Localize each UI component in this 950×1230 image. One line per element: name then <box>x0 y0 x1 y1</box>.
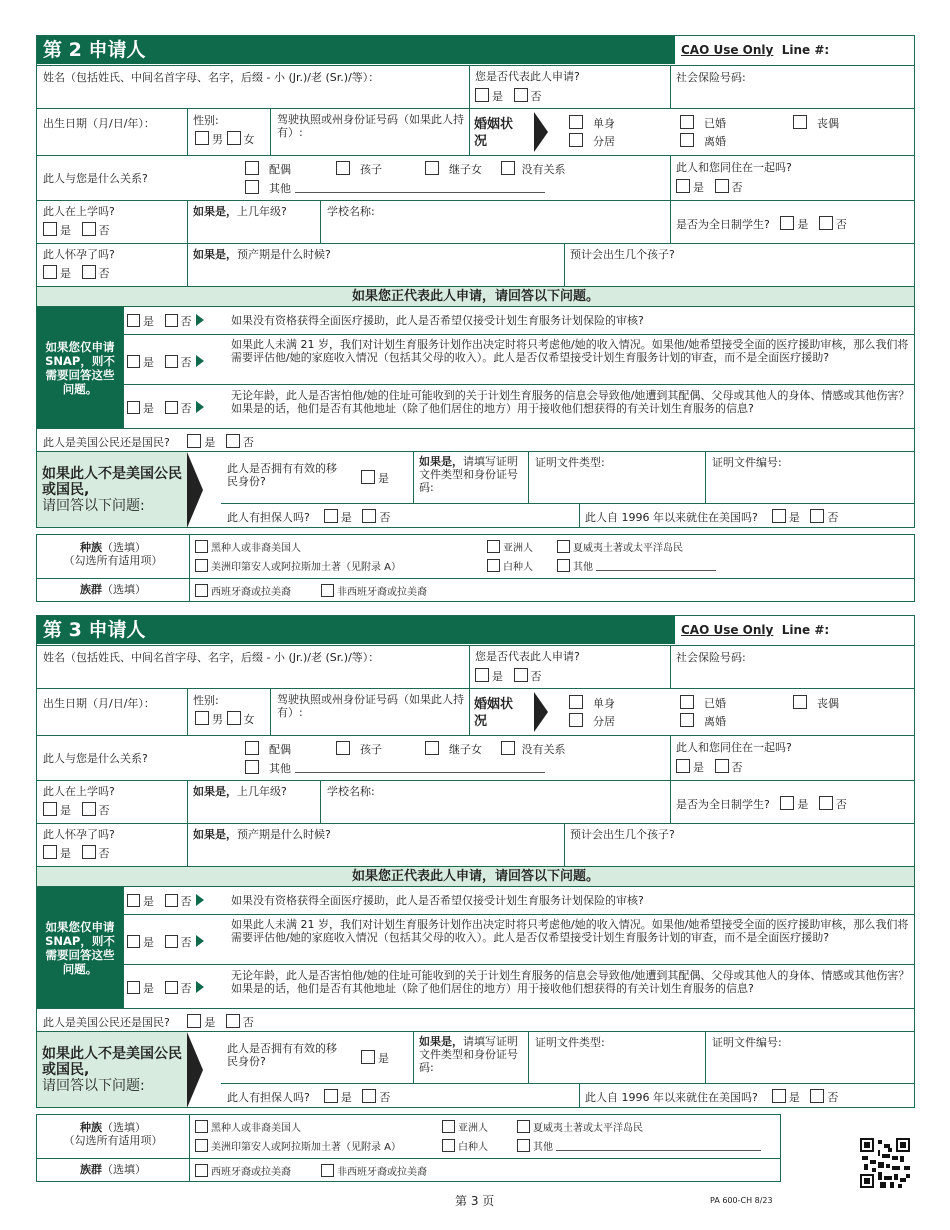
checkbox[interactable] <box>514 88 528 102</box>
relation-none[interactable]: 没有关系 <box>501 161 566 176</box>
ethnicity-hispanic[interactable]: 西班牙裔或拉美裔 <box>195 584 291 599</box>
checkbox[interactable] <box>569 695 583 709</box>
race-asian[interactable]: 亚洲人 <box>487 540 533 555</box>
fps-q3-text: 无论年龄，此人是否害怕他/她的住址可能收到的关于计划生育服务的信息会导致他/她遭到其配偶、父母或其他人的身体、情感或其他伤害？ 如果是的话，他们是否有其他地址（除了他们居住的地方）用于接收他们想获得的有关计划生育服务的信息? <box>231 969 910 995</box>
checkbox[interactable] <box>810 509 824 523</box>
dob-label: 出生日期（月/日/年）： <box>43 117 155 130</box>
citizen-label: 此人是美国公民还是国民? 是 否 <box>43 436 254 449</box>
checkbox[interactable] <box>165 894 178 907</box>
name-label: 姓名（包括姓氏、中间名首字母、名字，后缀 - 小 (Jr.)/老 (Sr.)/等）： <box>43 71 380 84</box>
checkbox[interactable] <box>43 802 57 816</box>
dob-label: 出生日期（月/日/年）： <box>43 697 155 710</box>
female-option[interactable]: 女 <box>227 713 255 726</box>
fulltime-label: 是否为全日制学生? 是 否 <box>676 218 847 231</box>
race-asian[interactable]: 亚洲人 <box>442 1120 488 1135</box>
checkbox[interactable] <box>195 1139 208 1152</box>
school-no[interactable]: 否 <box>82 804 110 817</box>
checkbox[interactable] <box>187 434 201 448</box>
immigration-yes[interactable]: 是 <box>361 470 389 485</box>
checkbox[interactable] <box>361 1050 375 1064</box>
checkbox[interactable] <box>680 713 694 727</box>
fulltime-no[interactable]: 否 <box>819 218 847 231</box>
since1996-label: 此人自 1996 年以来就住在美国吗? 是 否 <box>585 1091 839 1104</box>
snap-note: 如果您仅申请 SNAP，则不需要回答这些问题。 <box>37 307 123 428</box>
checkbox[interactable] <box>195 1164 208 1177</box>
checkbox[interactable] <box>227 711 241 725</box>
relation-none[interactable]: 没有关系 <box>501 741 566 756</box>
checkbox[interactable] <box>195 559 208 572</box>
pregnant-no[interactable]: 否 <box>82 267 110 280</box>
relation-stepchild[interactable]: 继子女 <box>425 161 482 176</box>
marital-label: 婚姻状况 <box>474 117 514 149</box>
checkbox[interactable] <box>501 161 515 175</box>
applying-no[interactable]: 否 <box>514 90 542 103</box>
checkbox[interactable] <box>127 401 140 414</box>
applicant-section <box>36 35 915 528</box>
pregnant-no[interactable]: 否 <box>82 847 110 860</box>
checkbox[interactable] <box>82 802 96 816</box>
immigration-yes[interactable]: 是 <box>361 1050 389 1065</box>
checkbox[interactable] <box>127 894 140 907</box>
docnum-label: 证明文件编号: <box>712 1036 782 1049</box>
checkbox[interactable] <box>362 1089 376 1103</box>
checkbox[interactable] <box>475 88 489 102</box>
checkbox[interactable] <box>772 1089 786 1103</box>
marital-married[interactable]: 已婚 <box>680 115 726 130</box>
relation-spouse[interactable]: 配偶 <box>245 741 291 756</box>
applying-yes[interactable]: 是 <box>475 670 503 683</box>
checkbox[interactable] <box>517 1120 530 1133</box>
fps-q2-options <box>127 355 204 369</box>
form-id: PA 600-CH 8/23 <box>710 1196 773 1205</box>
representative-banner: 如果您正代表此人申请，请回答以下问题。 <box>37 867 914 887</box>
babies-label: 预计会出生几个孩子? <box>570 828 675 841</box>
checkbox[interactable] <box>715 179 729 193</box>
school-label: 此人在上学吗? <box>43 785 115 798</box>
checkbox[interactable] <box>187 1014 201 1028</box>
checkbox[interactable] <box>680 133 694 147</box>
page-number: 第 3 页 <box>455 1194 495 1208</box>
fps-q1-no[interactable]: 否 <box>165 895 192 908</box>
relation-other[interactable]: 其他 <box>245 760 545 775</box>
since1996-yes[interactable]: 是 <box>772 1091 800 1104</box>
race-black[interactable]: 黑种人或非裔美国人 <box>195 540 301 555</box>
immigration-label: 此人是否拥有有效的移民身份? <box>227 462 337 488</box>
school-no[interactable]: 否 <box>82 224 110 237</box>
since1996-label: 此人自 1996 年以来就住在美国吗? 是 否 <box>585 511 839 524</box>
livewith-no[interactable]: 否 <box>715 761 743 774</box>
applying-options <box>475 88 542 103</box>
checkbox[interactable] <box>195 584 208 597</box>
livewith-options <box>676 179 743 194</box>
not-citizen-note: 如果此人不是美国公民或国民, 请回答以下问题: <box>37 1032 187 1107</box>
fps-q3-options <box>127 981 204 995</box>
livewith-yes[interactable]: 是 <box>676 761 704 774</box>
checkbox[interactable] <box>227 131 241 145</box>
marital-single[interactable]: 单身 <box>569 115 615 130</box>
checkbox[interactable] <box>475 668 489 682</box>
checkbox[interactable] <box>517 1139 530 1152</box>
duedate-label: 如果是，预产期是什么时候? <box>193 248 331 261</box>
marital-separated[interactable]: 分居 <box>569 713 615 728</box>
male-option[interactable]: 男 <box>195 133 223 146</box>
marital-married[interactable]: 已婚 <box>680 695 726 710</box>
fps-q2-options <box>127 935 204 949</box>
checkbox[interactable] <box>195 131 209 145</box>
checkbox[interactable] <box>569 115 583 129</box>
checkbox[interactable] <box>324 1089 338 1103</box>
race-label: 种族（选填） （勾选所有适用项） <box>63 1121 163 1147</box>
citizen-no[interactable]: 否 <box>226 1016 254 1029</box>
race-hawaiian[interactable]: 夏威夷土著或太平洋岛民 <box>517 1120 643 1135</box>
immigration-label: 此人是否拥有有效的移民身份? <box>227 1042 337 1068</box>
checkbox[interactable] <box>43 222 57 236</box>
ethnicity-nonhispanic[interactable]: 非西班牙裔或拉美裔 <box>321 1164 427 1179</box>
checkbox[interactable] <box>165 981 178 994</box>
applying-label: 您是否代表此人申请? <box>475 650 580 663</box>
checkbox[interactable] <box>127 981 140 994</box>
checkbox[interactable] <box>127 314 140 327</box>
fps-q3-yes[interactable]: 是 <box>127 402 154 415</box>
race-other[interactable]: 其他 <box>557 559 716 574</box>
checkbox[interactable] <box>501 741 515 755</box>
race-ethnicity-table <box>36 1114 781 1182</box>
checkbox[interactable] <box>569 133 583 147</box>
checkbox[interactable] <box>165 355 178 368</box>
marital-divorced[interactable]: 离婚 <box>680 133 726 148</box>
duedate-label: 如果是，预产期是什么时候? <box>193 828 331 841</box>
fps-q1-yes[interactable]: 是 <box>127 895 154 908</box>
checkbox[interactable] <box>245 741 259 755</box>
ethnicity-label: 族群（选填） <box>80 1163 146 1176</box>
race-white[interactable]: 白种人 <box>487 559 533 574</box>
pregnant-yes[interactable]: 是 <box>43 847 71 860</box>
checkbox[interactable] <box>324 509 338 523</box>
checkbox[interactable] <box>569 713 583 727</box>
checkbox[interactable] <box>195 1120 208 1133</box>
sex-options <box>195 131 255 146</box>
fps-q1-no[interactable]: 否 <box>165 315 192 328</box>
applying-no[interactable]: 否 <box>514 670 542 683</box>
fulltime-yes[interactable]: 是 <box>780 798 808 811</box>
checkbox[interactable] <box>780 796 794 810</box>
arrow-right-icon <box>187 1032 203 1108</box>
checkbox[interactable] <box>127 935 140 948</box>
applying-options <box>475 668 542 683</box>
livewith-no[interactable]: 否 <box>715 181 743 194</box>
sponsor-label: 此人有担保人吗? 是 否 <box>227 1091 391 1104</box>
doctype-label: 证明文件类型: <box>535 456 605 469</box>
checkbox[interactable] <box>165 935 178 948</box>
school-yes[interactable]: 是 <box>43 224 71 237</box>
checkbox[interactable] <box>321 1164 334 1177</box>
pregnant-options <box>43 845 110 860</box>
checkbox[interactable] <box>793 115 807 129</box>
checkbox[interactable] <box>165 401 178 414</box>
fps-q1-text: 如果没有资格获得全面医疗援助，此人是否希望仅接受计划生育服务计划保险的审核? <box>231 894 644 907</box>
female-option[interactable]: 女 <box>227 133 255 146</box>
checkbox[interactable] <box>810 1089 824 1103</box>
citizen-no[interactable]: 否 <box>226 436 254 449</box>
fps-q1-text: 如果没有资格获得全面医疗援助，此人是否希望仅接受计划生育服务计划保险的审核? <box>231 314 644 327</box>
pregnant-label: 此人怀孕了吗? <box>43 248 115 261</box>
checkbox[interactable] <box>487 540 500 553</box>
checkbox[interactable] <box>676 179 690 193</box>
marital-separated[interactable]: 分居 <box>569 133 615 148</box>
doc-label: 如果是，请填写证明文件类型和身份证号码: <box>419 455 518 494</box>
section-title: 第 2 申请人 <box>37 36 675 64</box>
relation-child[interactable]: 孩子 <box>336 161 382 176</box>
fps-q2-text: 如果此人未满 21 岁，我们对计划生育服务计划作出决定时将只考虑他/她的收入情况。如果他/她希望接受全面的医疗援助审核，那么我们将需要评估他/她的家庭收入情况（包括其父母的收入）。此人是否仅希望接受计划生育服务计划的审查，而不是全面医疗援助? <box>231 918 909 944</box>
checkbox[interactable] <box>780 216 794 230</box>
checkbox[interactable] <box>793 695 807 709</box>
pregnant-options <box>43 265 110 280</box>
relation-label: 此人与您是什么关系? <box>43 752 148 765</box>
checkbox[interactable] <box>442 1120 455 1133</box>
cao-use-only: CAO Use Only Line #: <box>681 623 830 637</box>
checkbox[interactable] <box>226 1014 240 1028</box>
cao-use-only: CAO Use Only Line #: <box>681 43 830 57</box>
ethnicity-label: 族群（选填） <box>80 583 146 596</box>
sex-options <box>195 711 255 726</box>
checkbox[interactable] <box>557 559 570 572</box>
ssn-label: 社会保险号码: <box>676 71 746 84</box>
license-label: 驾驶执照或州身份证号码（如果此人持有）: <box>277 693 464 719</box>
fps-q3-text: 无论年龄，此人是否害怕他/她的住址可能收到的关于计划生育服务的信息会导致他/她遭到其配偶、父母或其他人的身体、情感或其他伤害？ 如果是的话，他们是否有其他地址（除了他们居住的地方）用于接收他们想获得的有关计划生育服务的信息? <box>231 389 910 415</box>
arrow-right-icon <box>187 452 203 528</box>
relation-other[interactable]: 其他 <box>245 180 545 195</box>
checkbox[interactable] <box>82 265 96 279</box>
checkbox[interactable] <box>245 161 259 175</box>
fps-q3-options <box>127 401 204 415</box>
sponsor-yes[interactable]: 是 <box>324 1091 352 1104</box>
grade-label: 如果是，上几年级? <box>193 205 287 218</box>
school-yes[interactable]: 是 <box>43 804 71 817</box>
relation-child[interactable]: 孩子 <box>336 741 382 756</box>
checkbox[interactable] <box>514 668 528 682</box>
fps-q3-no[interactable]: 否 <box>165 402 192 415</box>
arrow-right-icon <box>534 112 548 152</box>
checkbox[interactable] <box>425 741 439 755</box>
fps-q1-options <box>127 314 204 328</box>
citizen-label: 此人是美国公民还是国民? 是 否 <box>43 1016 254 1029</box>
checkbox[interactable] <box>487 559 500 572</box>
schoolname-label: 学校名称: <box>327 205 375 218</box>
ssn-label: 社会保险号码: <box>676 651 746 664</box>
citizen-yes[interactable]: 是 <box>187 1016 215 1029</box>
applying-label: 您是否代表此人申请? <box>475 70 580 83</box>
race-native[interactable]: 美洲印第安人或阿拉斯加土著（见附录 A） <box>195 1139 401 1154</box>
representative-banner: 如果您正代表此人申请，请回答以下问题。 <box>37 287 914 307</box>
sex-label: 性别: <box>193 114 219 127</box>
checkbox[interactable] <box>442 1139 455 1152</box>
checkbox[interactable] <box>245 760 259 774</box>
arrow-right-icon <box>534 692 548 732</box>
race-black[interactable]: 黑种人或非裔美国人 <box>195 1120 301 1135</box>
relation-stepchild[interactable]: 继子女 <box>425 741 482 756</box>
schoolname-label: 学校名称: <box>327 785 375 798</box>
since1996-no[interactable]: 否 <box>810 511 838 524</box>
livewith-options <box>676 759 743 774</box>
applying-yes[interactable]: 是 <box>475 90 503 103</box>
school-label: 此人在上学吗? <box>43 205 115 218</box>
checkbox[interactable] <box>82 845 96 859</box>
school-options <box>43 222 110 237</box>
fps-q2-yes[interactable]: 是 <box>127 936 154 949</box>
checkbox[interactable] <box>43 265 57 279</box>
citizen-yes[interactable]: 是 <box>187 436 215 449</box>
not-citizen-note: 如果此人不是美国公民或国民, 请回答以下问题: <box>37 452 187 527</box>
since1996-no[interactable]: 否 <box>810 1091 838 1104</box>
checkbox[interactable] <box>336 161 350 175</box>
checkbox[interactable] <box>425 161 439 175</box>
relation-label: 此人与您是什么关系? <box>43 172 148 185</box>
fulltime-yes[interactable]: 是 <box>780 218 808 231</box>
doc-label: 如果是，请填写证明文件类型和身份证号码: <box>419 1035 518 1074</box>
name-label: 姓名（包括姓氏、中间名首字母、名字，后缀 - 小 (Jr.)/老 (Sr.)/等）： <box>43 651 380 664</box>
fps-q3-no[interactable]: 否 <box>165 982 192 995</box>
fps-q2-yes[interactable]: 是 <box>127 356 154 369</box>
checkbox[interactable] <box>195 540 208 553</box>
checkbox[interactable] <box>819 796 833 810</box>
livewith-yes[interactable]: 是 <box>676 181 704 194</box>
sponsor-no[interactable]: 否 <box>362 511 390 524</box>
marital-widowed[interactable]: 丧偶 <box>793 115 839 130</box>
checkbox[interactable] <box>336 741 350 755</box>
checkbox[interactable] <box>226 434 240 448</box>
race-hawaiian[interactable]: 夏威夷土著或太平洋岛民 <box>557 540 683 555</box>
grade-label: 如果是，上几年级? <box>193 785 287 798</box>
section-title: 第 3 申请人 <box>37 616 675 644</box>
doctype-label: 证明文件类型: <box>535 1036 605 1049</box>
fulltime-no[interactable]: 否 <box>819 798 847 811</box>
race-native[interactable]: 美洲印第安人或阿拉斯加土著（见附录 A） <box>195 559 401 574</box>
docnum-label: 证明文件编号: <box>712 456 782 469</box>
marital-label: 婚姻状况 <box>474 697 514 729</box>
fps-q2-no[interactable]: 否 <box>165 356 192 369</box>
sex-label: 性别: <box>193 694 219 707</box>
race-other[interactable]: 其他 <box>517 1139 761 1154</box>
checkbox[interactable] <box>676 759 690 773</box>
checkbox[interactable] <box>321 584 334 597</box>
checkbox[interactable] <box>43 845 57 859</box>
checkbox[interactable] <box>715 759 729 773</box>
fps-q3-yes[interactable]: 是 <box>127 982 154 995</box>
applicant-section <box>36 615 915 1108</box>
relation-spouse[interactable]: 配偶 <box>245 161 291 176</box>
checkbox[interactable] <box>245 180 259 194</box>
checkbox[interactable] <box>362 509 376 523</box>
marital-single[interactable]: 单身 <box>569 695 615 710</box>
checkbox[interactable] <box>680 695 694 709</box>
fps-q1-options <box>127 894 204 908</box>
marital-widowed[interactable]: 丧偶 <box>793 695 839 710</box>
babies-label: 预计会出生几个孩子? <box>570 248 675 261</box>
pregnant-label: 此人怀孕了吗? <box>43 828 115 841</box>
pregnant-yes[interactable]: 是 <box>43 267 71 280</box>
fps-q2-text: 如果此人未满 21 岁，我们对计划生育服务计划作出决定时将只考虑他/她的收入情况。如果他/她希望接受全面的医疗援助审核，那么我们将需要评估他/她的家庭收入情况（包括其父母的收入）。此人是否仅希望接受计划生育服务计划的审查，而不是全面医疗援助? <box>231 338 909 364</box>
marital-divorced[interactable]: 离婚 <box>680 713 726 728</box>
race-white[interactable]: 白种人 <box>442 1139 488 1154</box>
snap-note: 如果您仅申请 SNAP，则不需要回答这些问题。 <box>37 887 123 1008</box>
male-option[interactable]: 男 <box>195 713 223 726</box>
checkbox[interactable] <box>361 470 375 484</box>
checkbox[interactable] <box>127 355 140 368</box>
sponsor-yes[interactable]: 是 <box>324 511 352 524</box>
fps-q1-yes[interactable]: 是 <box>127 315 154 328</box>
ethnicity-hispanic[interactable]: 西班牙裔或拉美裔 <box>195 1164 291 1179</box>
checkbox[interactable] <box>82 222 96 236</box>
qr-code-icon <box>860 1138 910 1188</box>
school-options <box>43 802 110 817</box>
livewith-label: 此人和您同住在一起吗? <box>676 741 792 754</box>
checkbox[interactable] <box>557 540 570 553</box>
fps-q2-no[interactable]: 否 <box>165 936 192 949</box>
checkbox[interactable] <box>195 711 209 725</box>
ethnicity-nonhispanic[interactable]: 非西班牙裔或拉美裔 <box>321 584 427 599</box>
checkbox[interactable] <box>772 509 786 523</box>
sponsor-no[interactable]: 否 <box>362 1091 390 1104</box>
checkbox[interactable] <box>165 314 178 327</box>
checkbox[interactable] <box>819 216 833 230</box>
livewith-label: 此人和您同住在一起吗? <box>676 161 792 174</box>
fulltime-label: 是否为全日制学生? 是 否 <box>676 798 847 811</box>
since1996-yes[interactable]: 是 <box>772 511 800 524</box>
sponsor-label: 此人有担保人吗? 是 否 <box>227 511 391 524</box>
race-label: 种族（选填） （勾选所有适用项） <box>63 541 163 567</box>
checkbox[interactable] <box>680 115 694 129</box>
race-ethnicity-table <box>36 534 915 602</box>
license-label: 驾驶执照或州身份证号码（如果此人持有）: <box>277 113 464 139</box>
